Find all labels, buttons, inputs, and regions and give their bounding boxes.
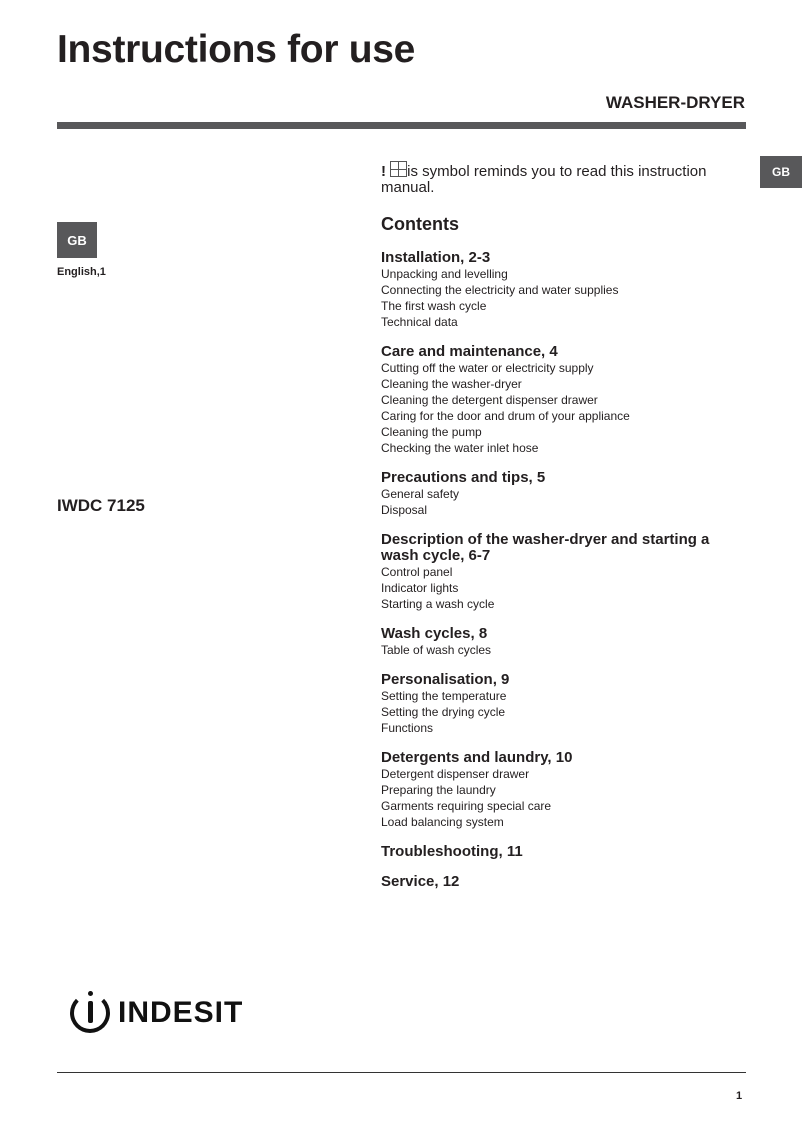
toc-section-title: Troubleshooting, 11	[381, 843, 523, 860]
toc-section-title: Wash cycles, 8	[381, 625, 488, 642]
toc-item: Caring for the door and drum of your appliance	[381, 409, 630, 423]
contents-heading: Contents	[381, 214, 459, 234]
toc-item: Detergent dispenser drawer	[381, 767, 530, 781]
model-number: IWDC 7125	[57, 496, 145, 515]
toc-item: Setting the temperature	[381, 689, 507, 703]
indesit-logo	[70, 993, 243, 1033]
page-number: 1	[736, 1090, 743, 1102]
footer-divider	[57, 1072, 746, 1073]
toc-section-title: Installation, 2-3	[381, 249, 491, 266]
read-manual-note	[381, 161, 751, 196]
indesit-logo-icon	[70, 993, 110, 1033]
toc-section	[381, 626, 751, 658]
language-label: English,1	[57, 266, 106, 278]
header-divider	[57, 122, 746, 129]
toc-item: Garments requiring special care	[381, 799, 552, 813]
language-badge: GB	[57, 222, 97, 258]
toc-section	[381, 874, 751, 890]
toc-item: Functions	[381, 721, 434, 735]
toc-item: Checking the water inlet hose	[381, 441, 539, 455]
toc-section-title: Description of the washer-dryer and starting a wash cycle, 6-7	[381, 531, 710, 564]
toc-item: The first wash cycle	[381, 299, 487, 313]
toc-section	[381, 250, 751, 330]
toc-item: Starting a wash cycle	[381, 597, 495, 611]
toc-item: General safety	[381, 487, 460, 501]
toc-section	[381, 844, 751, 860]
toc-section-title: Care and maintenance, 4	[381, 343, 558, 360]
toc-section-title: Precautions and tips, 5	[381, 469, 546, 486]
toc-item: Disposal	[381, 503, 428, 517]
toc-item: Setting the drying cycle	[381, 705, 506, 719]
product-type: WASHER-DRYER	[605, 93, 745, 112]
book-icon	[390, 161, 407, 177]
toc-item: Cleaning the washer-dryer	[381, 377, 522, 391]
toc-section-title: Personalisation, 9	[381, 671, 510, 688]
toc-item: Connecting the electricity and water supplies	[381, 283, 619, 297]
toc-item: Control panel	[381, 565, 453, 579]
toc-section	[381, 532, 751, 612]
page-title: Instructions for use	[57, 28, 416, 71]
logo-text: INDESIT	[118, 996, 244, 1029]
toc-item: Cleaning the pump	[381, 425, 482, 439]
toc-item: Cutting off the water or electricity supply	[381, 361, 594, 375]
toc-section	[381, 750, 751, 830]
toc-item: Cleaning the detergent dispenser drawer	[381, 393, 598, 407]
note-text: is symbol reminds you to read this instruction manual.	[381, 163, 707, 196]
toc-section	[381, 344, 751, 456]
table-of-contents	[381, 250, 751, 904]
toc-item: Technical data	[381, 315, 458, 329]
language-side-tab: GB	[760, 156, 802, 188]
toc-item: Unpacking and levelling	[381, 267, 508, 281]
toc-section-title: Service, 12	[381, 873, 460, 890]
toc-section	[381, 672, 751, 736]
toc-section	[381, 470, 751, 518]
toc-item: Preparing the laundry	[381, 783, 496, 797]
warning-mark: !	[381, 163, 386, 180]
toc-item: Load balancing system	[381, 815, 504, 829]
toc-item: Table of wash cycles	[381, 643, 492, 657]
toc-item: Indicator lights	[381, 581, 459, 595]
toc-section-title: Detergents and laundry, 10	[381, 749, 573, 766]
